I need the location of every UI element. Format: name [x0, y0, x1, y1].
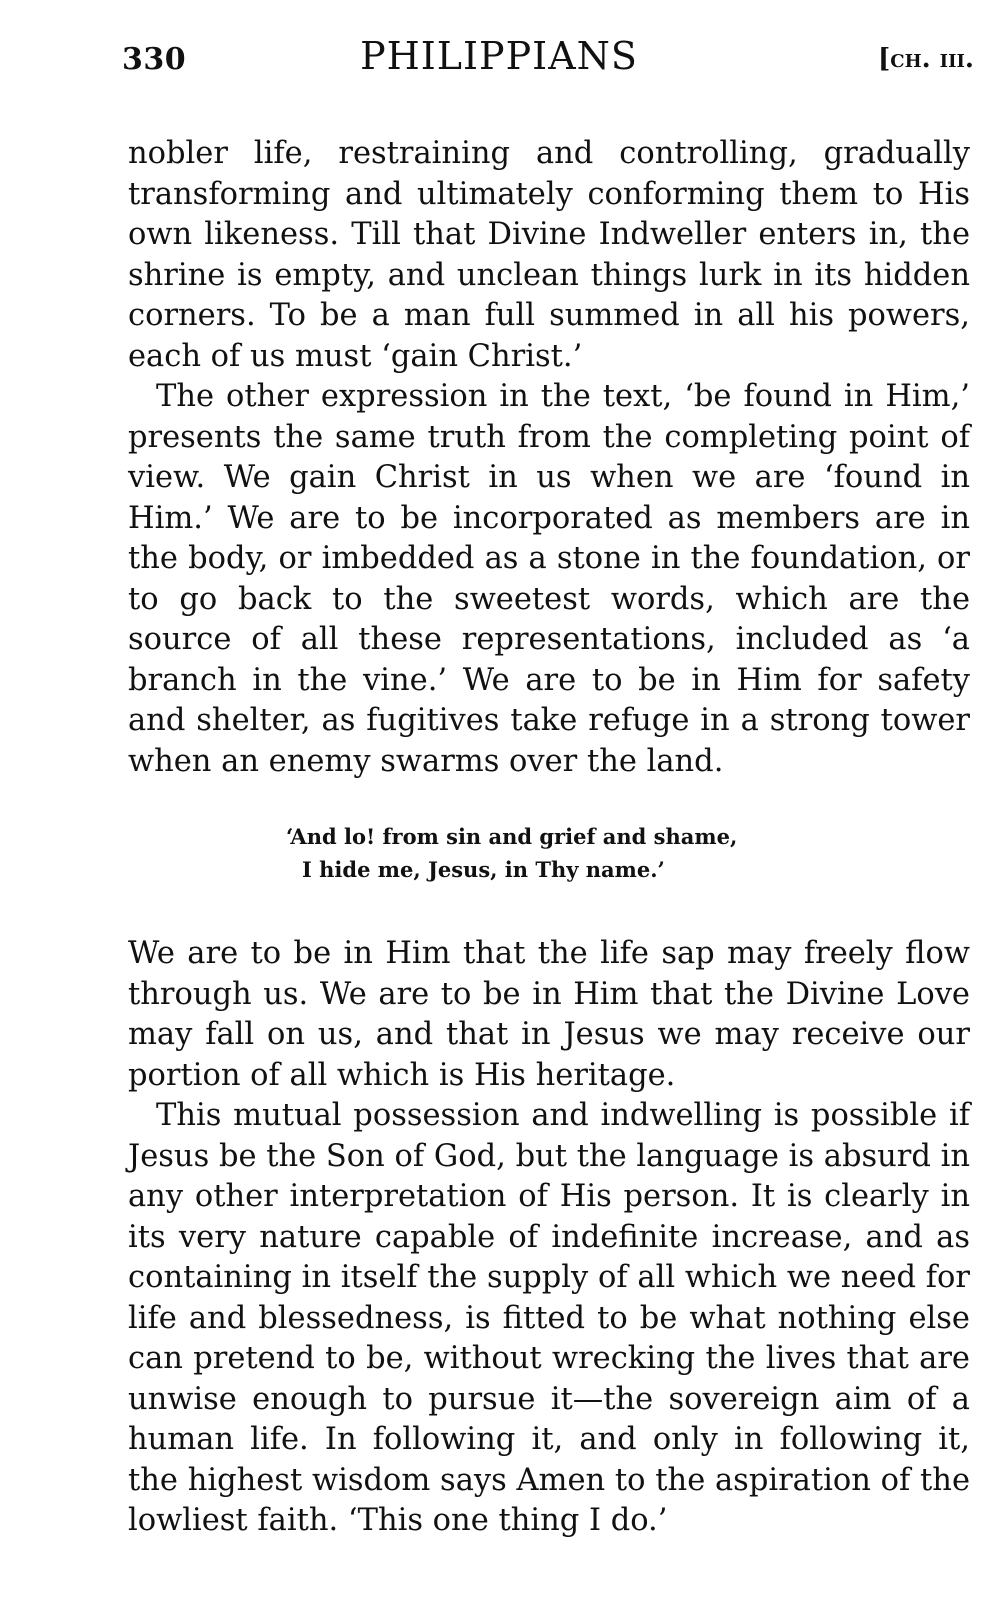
page-number: 330 — [122, 42, 187, 77]
verse-line-1: ‘And lo! from sin and grief and shame, — [286, 824, 738, 849]
chapter-reference: [ch. iii. — [877, 44, 974, 74]
page-header — [122, 30, 974, 90]
paragraph-mutual-possession: This mutual possession and indwelling is possible if Jesus be the Son of God, but the language is absurd in any other interpretation of His person. It is clearly in its very nature capable of indefinite increase, and as containing in itself the supply of all which we need for life and blessedness, is fitted to be what nothing else can pretend to be, without wrecking the lives that are unwise enough to pursue it—the sovereign aim of a human life. In following it, and only in following it, the highest wisdom says Amen to the aspiration of the lowliest faith. ‘This one thing I do.’ — [128, 1098, 970, 1538]
verse-quotation — [286, 820, 970, 886]
verse-line-2: I hide me, Jesus, in Thy name.’ — [302, 857, 665, 882]
paragraph-life-sap: We are to be in Him that the life sap may freely flow through us. We are to be in Him that the Divine Love may fall on us, and that in Jesus we may receive our portion of all which is His heritage. — [128, 936, 970, 1093]
book-page — [122, 30, 974, 1542]
running-title: PHILIPPIANS — [360, 34, 638, 78]
paragraph-found-in-him: The other expression in the text, ‘be found in Him,’ presents the same truth from the completing point of view. We gain Christ in us when we are ‘found in Him.’ We are to be incorporated as members are in the body, or imbedded as a stone in the foundation, or to go back to the sweetest words, which are the source of all these representations, included as ‘a branch in the vine.’ We are to be in Him for safety and shelter, as fugitives take refuge in a strong tower when an enemy swarms over the land. — [128, 379, 970, 779]
paragraph-continued: nobler life, restraining and controlling, gradually transforming and ultimately conforming them to His own likeness. Till that Divine Indweller enters in, the shrine is empty, and unclean things lurk in its hidden corners. To be a man full summed in all his powers, each of us must ‘gain Christ.’ — [128, 136, 970, 374]
